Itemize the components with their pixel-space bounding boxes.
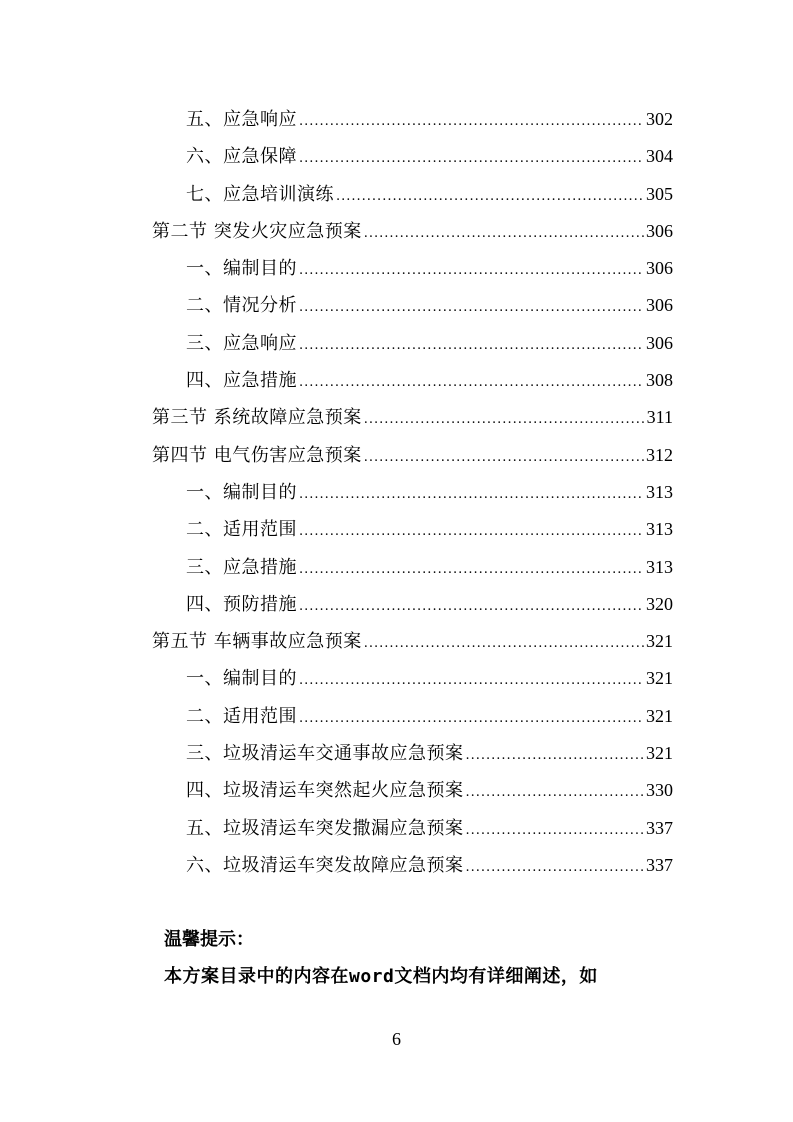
toc-entry[interactable]	[0, 474, 793, 511]
toc-entry-page: 306	[646, 332, 673, 353]
toc-section-entry[interactable]	[0, 213, 793, 250]
toc-leader-dots	[364, 439, 644, 476]
toc-entry[interactable]	[0, 810, 793, 847]
toc-entry[interactable]	[0, 511, 793, 548]
toc-entry[interactable]	[0, 176, 793, 213]
toc-leader-dots	[299, 364, 644, 401]
toc-entry[interactable]	[0, 549, 793, 586]
toc-entry-title: 第五节 车辆事故应急预案	[152, 631, 362, 653]
toc-section-entry[interactable]	[0, 437, 793, 474]
toc-section-entry[interactable]	[0, 399, 793, 436]
toc-entry-title: 二、适用范围	[186, 519, 297, 541]
toc-entry-page: 306	[646, 295, 673, 316]
toc-leader-dots	[466, 774, 645, 811]
toc-entry-page: 321	[646, 668, 673, 689]
table-of-contents	[0, 101, 793, 884]
toc-entry-page: 321	[646, 705, 673, 726]
toc-entry[interactable]	[0, 287, 793, 324]
toc-entry-page: 337	[646, 854, 673, 875]
toc-entry[interactable]	[0, 735, 793, 772]
toc-leader-dots	[299, 700, 644, 737]
toc-leader-dots	[466, 849, 645, 886]
toc-leader-dots	[299, 513, 644, 550]
toc-entry[interactable]	[0, 101, 793, 138]
toc-leader-dots	[299, 140, 644, 177]
toc-entry-title: 三、垃圾清运车交通事故应急预案	[186, 743, 464, 765]
toc-entry-page: 312	[646, 444, 673, 465]
toc-entry-title: 五、应急响应	[186, 109, 297, 130]
toc-leader-dots	[299, 476, 644, 513]
toc-entry-title: 六、垃圾清运车突发故障应急预案	[186, 854, 464, 876]
toc-entry-page: 321	[646, 743, 673, 764]
toc-entry-title: 第四节 电气伤害应急预案	[152, 444, 362, 466]
tip-title: 温馨提示：	[164, 929, 254, 950]
toc-entry-page: 308	[646, 370, 673, 391]
tip-body: 本方案目录中的内容在word文档内均有详细阐述，如	[164, 966, 598, 987]
toc-entry-page: 321	[646, 631, 673, 652]
toc-entry-title: 三、应急响应	[186, 332, 297, 354]
toc-leader-dots	[299, 327, 644, 364]
toc-entry-page: 337	[646, 817, 673, 838]
toc-entry-title: 一、编制目的	[186, 668, 297, 690]
toc-leader-dots	[466, 812, 645, 849]
toc-entry-page: 306	[646, 220, 673, 241]
toc-entry-title: 二、适用范围	[186, 705, 297, 727]
toc-entry-page: 306	[646, 258, 673, 279]
toc-leader-dots	[299, 551, 644, 588]
toc-entry-page: 320	[646, 593, 673, 614]
toc-entry-page: 330	[646, 780, 673, 801]
toc-entry[interactable]	[0, 586, 793, 623]
toc-entry-title: 第二节 突发火灾应急预案	[152, 220, 362, 242]
toc-entry-title: 二、情况分析	[186, 295, 297, 317]
toc-entry-title: 第三节 系统故障应急预案	[152, 407, 362, 429]
toc-entry-title: 五、垃圾清运车突发撒漏应急预案	[186, 817, 464, 839]
toc-entry-title: 三、应急措施	[186, 556, 297, 578]
toc-entry-title: 一、编制目的	[186, 258, 297, 280]
toc-entry-title: 一、编制目的	[186, 481, 297, 503]
toc-section-entry[interactable]	[0, 623, 793, 660]
toc-leader-dots	[299, 289, 644, 326]
toc-entry-title: 四、应急措施	[186, 370, 297, 392]
toc-leader-dots	[336, 178, 644, 215]
toc-entry-page: 313	[646, 481, 673, 502]
toc-entry-page: 304	[646, 146, 673, 167]
toc-entry-title: 四、预防措施	[186, 593, 297, 615]
toc-entry[interactable]	[0, 250, 793, 287]
toc-entry-page: 313	[646, 519, 673, 540]
toc-leader-dots	[466, 737, 645, 774]
toc-leader-dots	[299, 252, 644, 289]
toc-leader-dots	[299, 588, 644, 625]
toc-entry[interactable]	[0, 325, 793, 362]
toc-entry[interactable]	[0, 138, 793, 175]
toc-entry-page: 305	[646, 183, 673, 204]
toc-entry[interactable]	[0, 698, 793, 735]
toc-entry[interactable]	[0, 660, 793, 697]
page-number: 6	[392, 1029, 401, 1049]
toc-leader-dots	[299, 662, 644, 699]
toc-entry-page: 302	[646, 109, 673, 129]
toc-entry-title: 七、应急培训演练	[186, 183, 334, 205]
toc-entry-title: 四、垃圾清运车突然起火应急预案	[186, 780, 464, 802]
toc-leader-dots	[299, 103, 644, 140]
toc-entry[interactable]	[0, 847, 793, 884]
toc-entry-page: 311	[646, 407, 673, 428]
toc-leader-dots	[364, 401, 645, 438]
toc-entry-title: 六、应急保障	[186, 146, 297, 168]
toc-entry[interactable]	[0, 362, 793, 399]
toc-leader-dots	[364, 625, 644, 662]
toc-entry[interactable]	[0, 772, 793, 809]
toc-leader-dots	[364, 215, 644, 252]
toc-entry-page: 313	[646, 556, 673, 577]
